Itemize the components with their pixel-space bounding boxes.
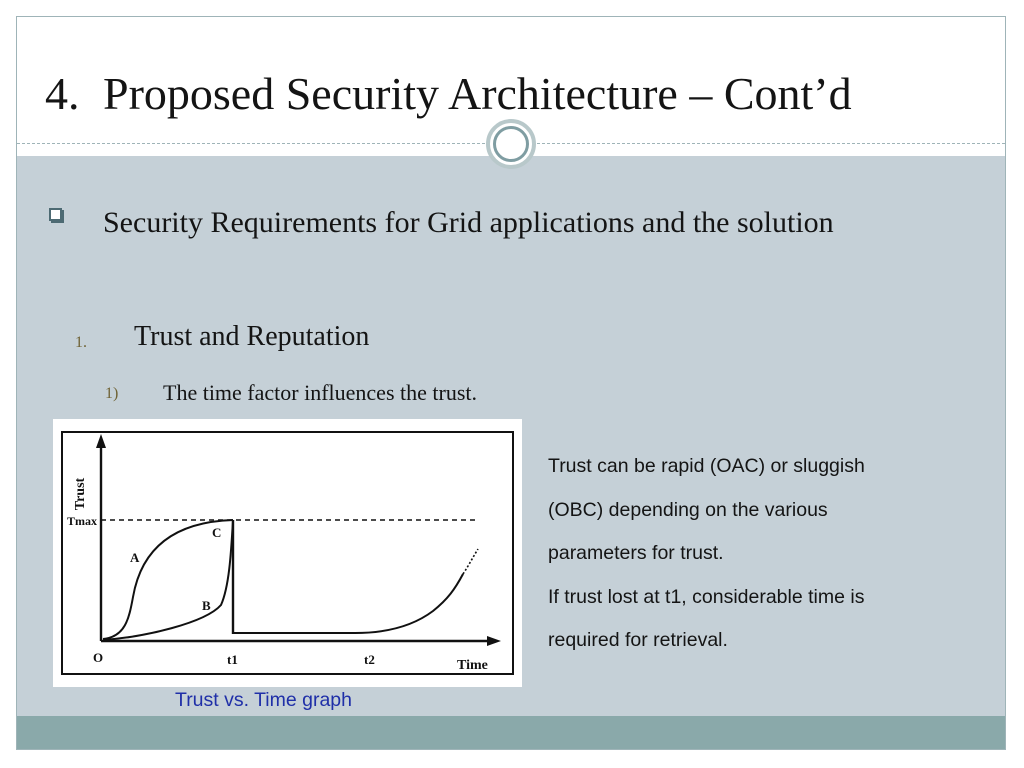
recovery-curve-dotted — [463, 549, 478, 574]
title-number: 4. — [45, 68, 80, 119]
origin-label: O — [93, 650, 104, 665]
x-axis-label: Time — [457, 658, 488, 673]
curve-a-label: A — [130, 550, 140, 565]
tmax-label: Tmax — [67, 514, 97, 528]
title-text: Proposed Security Architecture – Cont’d — [103, 68, 852, 119]
point-c-label: C — [212, 525, 222, 540]
sub-number: 1. — [75, 334, 87, 351]
graph-caption: Trust vs. Time graph — [175, 689, 352, 711]
decorative-ring-icon — [486, 119, 536, 169]
y-axis-label: Trust — [73, 477, 88, 511]
y-axis-arrow-icon — [96, 434, 106, 448]
explanation-line: If trust lost at t1, considerable time is — [548, 585, 865, 608]
recovery-curve-solid — [355, 574, 463, 633]
slide-title — [45, 67, 852, 120]
explanation-line: (OBC) depending on the various — [548, 498, 828, 521]
x-axis-arrow-icon — [487, 636, 501, 646]
t1-label: t1 — [227, 652, 238, 667]
curve-b-label: B — [202, 598, 211, 613]
graph-explanation — [548, 445, 978, 663]
checkbox-bullet-icon — [49, 208, 62, 221]
explanation-line: Trust can be rapid (OAC) or sluggish — [548, 455, 865, 477]
explanation-line: required for retrieval. — [548, 629, 728, 651]
footer-band — [17, 716, 1005, 750]
sub-text: Trust and Reputation — [134, 321, 370, 352]
subsub-text: The time factor influences the trust. — [163, 380, 477, 405]
explanation-line: parameters for trust. — [548, 542, 724, 564]
trust-time-graph-svg — [53, 419, 522, 687]
slide — [16, 16, 1006, 750]
trust-time-graph — [53, 419, 522, 687]
subsub-number: 1) — [105, 385, 119, 402]
bullet-main-text: Security Requirements for Grid applications and the solution — [103, 206, 834, 239]
t2-label: t2 — [364, 652, 375, 667]
